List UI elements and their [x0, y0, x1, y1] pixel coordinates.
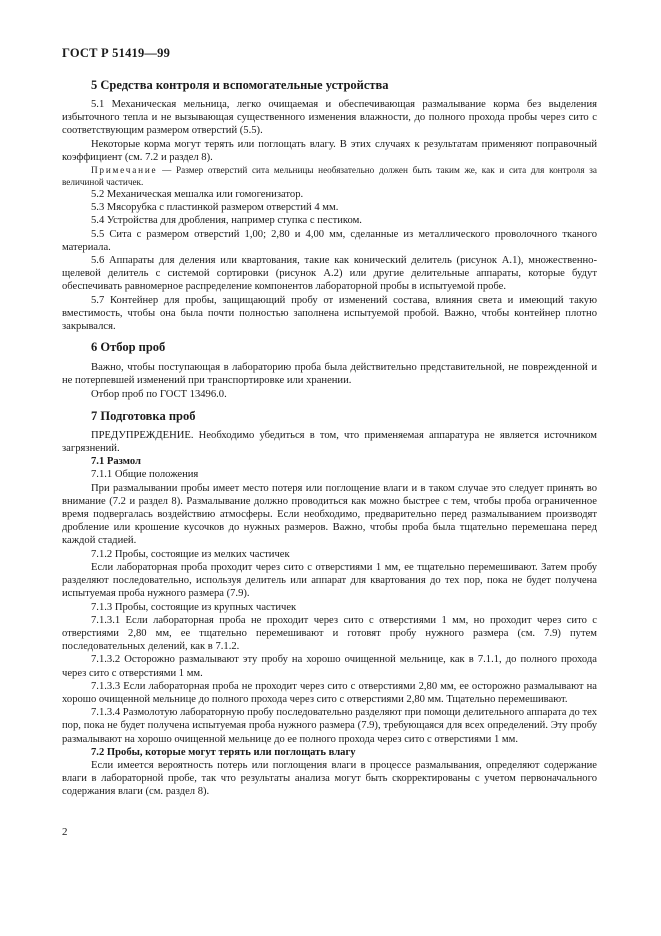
paragraph-7-1-3-1: 7.1.3.1 Если лабораторная проба не проходит через сито с отверстиями 1 мм, но проходит через сито с отверстиями 2,80 мм, ее тщательно перемешивают и готовят пробу нужного размера (см. 7.9) путем последовательных делений, как в 7.1.2. [62, 614, 597, 653]
page-number: 2 [62, 826, 68, 838]
document-body [62, 78, 597, 799]
paragraph-5-1: 5.1 Механическая мельница, легко очищаемая и обеспечивающая размалывание корма без выделения избыточного тепла и не вызывающая существенного изменения влажности, до полного прохода пробы через сито с соответствующим размером отверстий (5.5). [62, 99, 597, 137]
subsection-7-1-2-title: 7.1.2 Пробы, состоящие из мелких частичек [91, 548, 290, 560]
subsection-7-1-3-title: 7.1.3 Пробы, состоящие из крупных частичек [91, 601, 297, 613]
paragraph-7-1-3-4: 7.1.3.4 Размолотую лабораторную пробу последовательно разделяют при помощи делительного аппарата до тех пор, пока не будет получена испытуемая проба нужного размера (7.9), требующаяся для всех определений. Эту пробу размалывают на хорошо очищенной мельнице до ее полного прохода через сито с отверстиями 1 мм. [62, 707, 597, 745]
paragraph-6-1: Важно, чтобы поступающая в лабораторию проба была действительно представительной, не поврежденной и не потерпевшей изменений при транспортировке или хранении. [62, 362, 597, 387]
paragraph-7-1-3-2: 7.1.3.2 Осторожно размалывают эту пробу на хорошо очищенной мельнице, как в 7.1.1, до полного прохода через сито с отверстиями 1 мм. [62, 654, 597, 679]
document-id-header: ГОСТ Р 51419—99 [62, 46, 171, 60]
paragraph-5-3: 5.3 Мясорубка с пластинкой размером отверстий 4 мм. [91, 202, 339, 214]
subsection-7-1-1-title: 7.1.1 Общие положения [91, 469, 199, 481]
paragraph-7-1-2: Если лабораторная проба проходит через сито с отверстиями 1 мм, ее тщательно перемешивают. Затем пробу разделяют последовательно, используя делитель или аппарат для квартования до тех пор, пока не будет получена испытуемая проба нужного размера (7.9). [62, 561, 597, 600]
paragraph-5-7: 5.7 Контейнер для пробы, защищающий пробу от изменений состава, влияния света и имеющий такую вместимость, чтобы она была почти полностью заполнена испытуемой пробой. Важно, чтобы контейнер плотно закрывался. [62, 294, 597, 333]
section-7-title: 7 Подготовка проб [91, 408, 196, 423]
note-label: Примечание [91, 165, 158, 176]
paragraph-7-1-3-3: 7.1.3.3 Если лабораторная проба не проходит через сито с отверстиями 2,80 мм, ее осторожно размалывают на хорошо очищенной мельнице до полного прохода через сито с отверстиями 2,80 мм. Тщательно перемешивают. [62, 680, 597, 705]
paragraph-5-4: 5.4 Устройства для дробления, например ступка с пестиком. [91, 215, 362, 227]
paragraph-6-2: Отбор проб по ГОСТ 13496.0. [91, 388, 227, 400]
paragraph-7-1-1: При размалывании пробы имеет место потеря или поглощение влаги и в таком случае это следует принять во внимание (7.2 и раздел 8). Размалывание должно проводиться как можно быстрее с тем, чтобы проба ограниченное время подвергалась воздействию атмосферы. Если необходимо, предварительно перед размалыванием производят дробление или крошение кусочков до нужных размеров. Важно, чтобы проба была тщательно перемешана перед каждой стадией. [62, 482, 597, 547]
paragraph-feed-moisture: Некоторые корма могут терять или поглощать влагу. В этих случаях к результатам применяют поправочный коэффициент (см. 7.2 и раздел 8). [62, 138, 597, 163]
section-6-title: 6 Отбор проб [91, 340, 166, 355]
paragraph-5-6: 5.6 Аппараты для деления или квартования, такие как конический делитель (рисунок А.1), множественно-щелевой делитель с системой сортировки (рисунок А.2) или другие делительные аппараты, которые будут обеспечивать равномерное распределение компонентов лабораторной пробы в испытуемой пробе. [62, 255, 597, 293]
subsection-7-1-title: 7.1 Размол [91, 456, 141, 468]
paragraph-5-5: 5.5 Сита с размером отверстий 1,00; 2,80 и 4,00 мм, сделанные из металлического проволочного тканого материала. [62, 228, 597, 253]
section-5-title: 5 Средства контроля и вспомогательные устройства [91, 78, 389, 92]
paragraph-5-2: 5.2 Механическая мешалка или гомогенизатор. [91, 189, 304, 201]
note-text: — Размер отверстий сита мельницы необязательно должен быть таким же, как и сита для контроля за величиной частичек. [62, 165, 597, 188]
note [62, 164, 597, 188]
warning-paragraph: ПРЕДУПРЕЖДЕНИЕ. Необходимо убедиться в том, что применяемая аппаратура не является источником загрязнений. [62, 429, 597, 455]
paragraph-7-2: Если имеется вероятность потерь или поглощения влаги в процессе размалывания, определяют содержание влаги в лабораторной пробе, так что результаты анализа могут быть скорректированы с учетом первоначального содержания влаги (см. раздел 8). [62, 759, 597, 798]
subsection-7-2-title: 7.2 Пробы, которые могут терять или поглощать влагу [91, 746, 356, 758]
